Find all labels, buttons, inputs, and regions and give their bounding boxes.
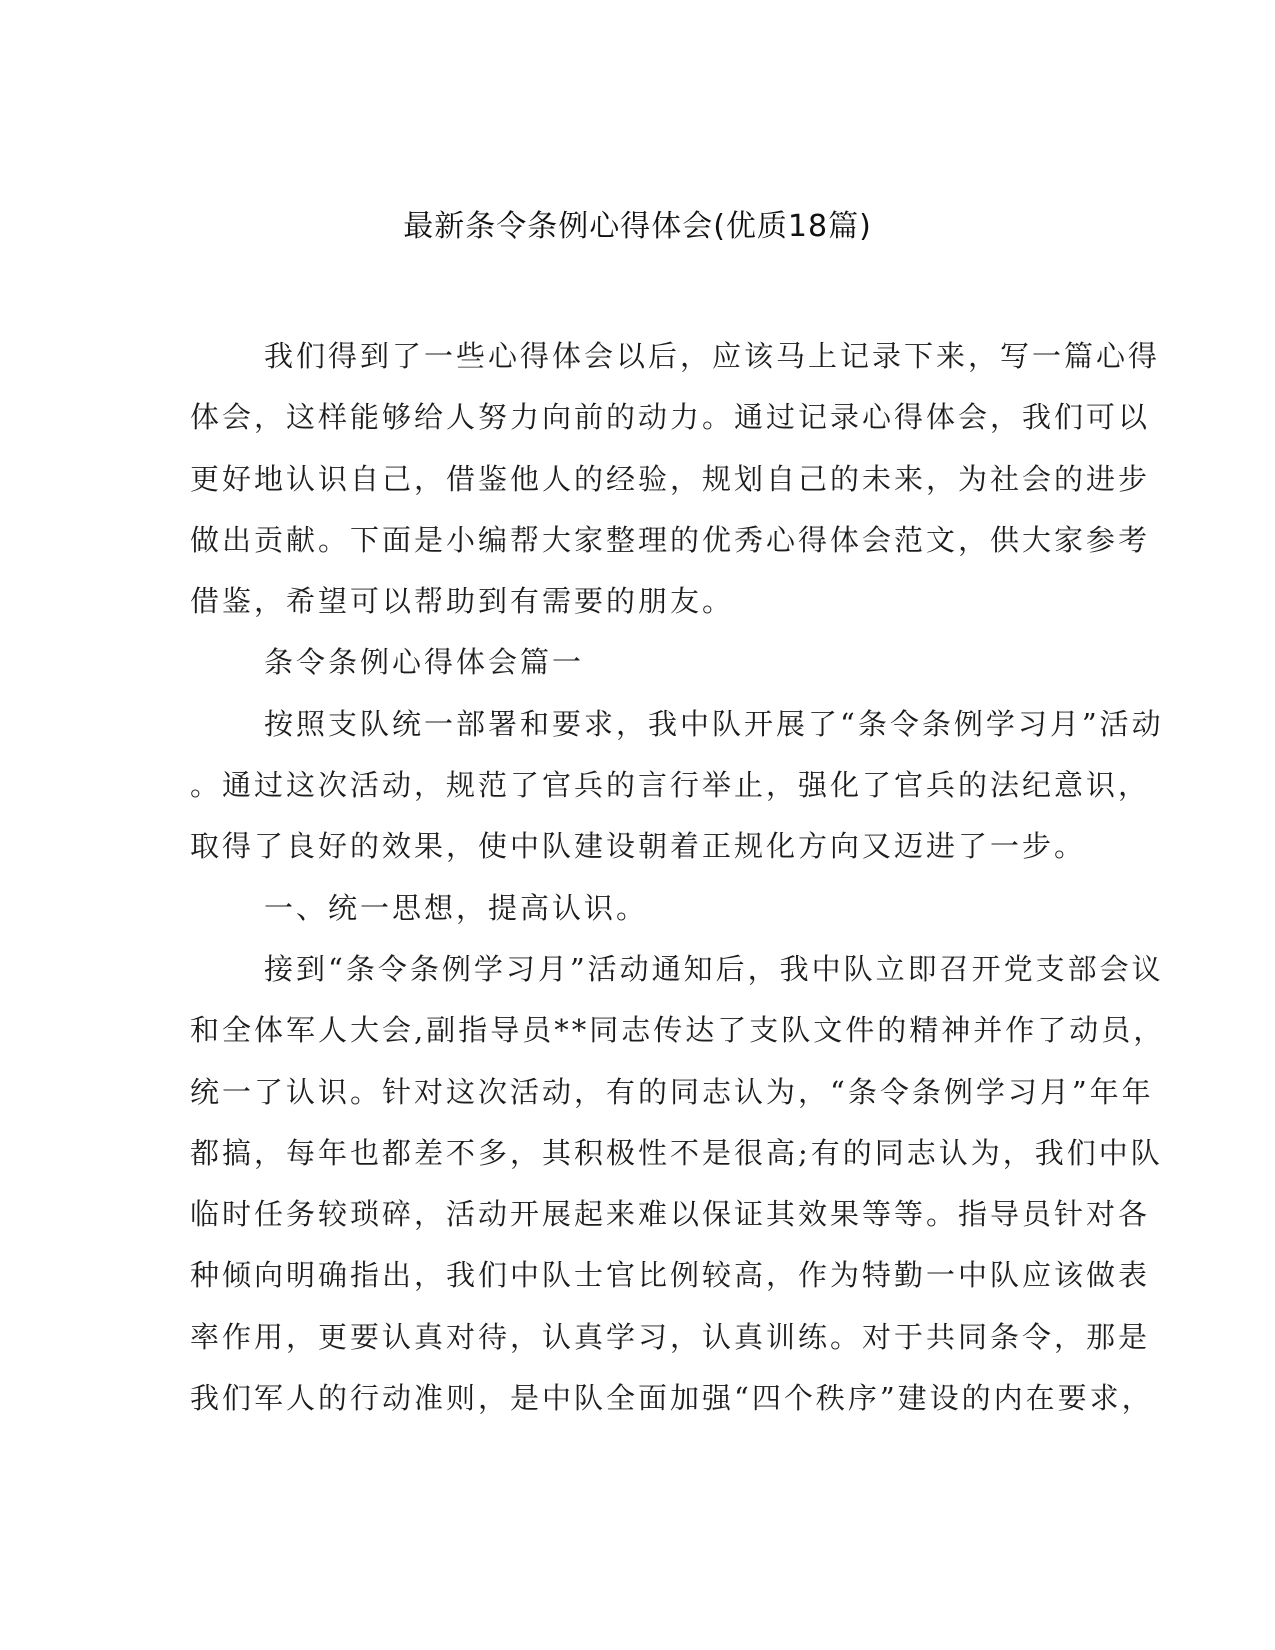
paragraph-line: 借鉴，希望可以帮助到有需要的朋友。 xyxy=(190,584,735,619)
paragraph-line: 都搞，每年也都差不多，其积极性不是很高;有的同志认为，我们中队 xyxy=(190,1135,1163,1170)
paragraph-line: 率作用，更要认真对待，认真学习，认真训练。对于共同条令，那是 xyxy=(190,1319,1151,1354)
paragraph-line: 。通过这次活动，规范了官兵的言行举止，强化了官兵的法纪意识， xyxy=(190,768,1151,803)
paragraph-line: 接到“条令条例学习月”活动通知后，我中队立即召开党支部会议 xyxy=(264,951,1164,986)
paragraph-line: 和全体军人大会,副指导员**同志传达了支队文件的精神并作了动员， xyxy=(190,1013,1166,1048)
paragraph-line: 我们军人的行动准则，是中队全面加强“四个秩序”建设的内在要求， xyxy=(190,1381,1154,1416)
paragraph-line: 体会，这样能够给人努力向前的动力。通过记录心得体会，我们可以 xyxy=(190,400,1151,435)
paragraph-line: 更好地认识自己，借鉴他人的经验，规划自己的未来，为社会的进步 xyxy=(190,461,1151,496)
paragraph-line: 取得了良好的效果，使中队建设朝着正规化方向又迈进了一步。 xyxy=(190,829,1087,864)
paragraph-line: 我们得到了一些心得体会以后，应该马上记录下来，写一篇心得 xyxy=(264,339,1161,373)
section-heading: 条令条例心得体会篇一 xyxy=(264,645,585,680)
subsection-heading: 一、统一思想，提高认识。 xyxy=(264,890,649,925)
paragraph-line: 按照支队统一部署和要求，我中队开展了“条令条例学习月”活动 xyxy=(264,706,1164,741)
paragraph-line: 种倾向明确指出，我们中队士官比例较高，作为特勤一中队应该做表 xyxy=(190,1258,1151,1293)
document-body xyxy=(190,326,1166,1429)
document-title: 最新条令条例心得体会(优质18篇) xyxy=(403,209,872,244)
paragraph-line: 做出贡献。下面是小编帮大家整理的优秀心得体会范文，供大家参考 xyxy=(190,522,1151,557)
paragraph-line: 临时任务较琐碎，活动开展起来难以保证其效果等等。指导员针对各 xyxy=(190,1197,1151,1232)
paragraph-line: 统一了认识。针对这次活动，有的同志认为，“条令条例学习月”年年 xyxy=(190,1074,1154,1109)
